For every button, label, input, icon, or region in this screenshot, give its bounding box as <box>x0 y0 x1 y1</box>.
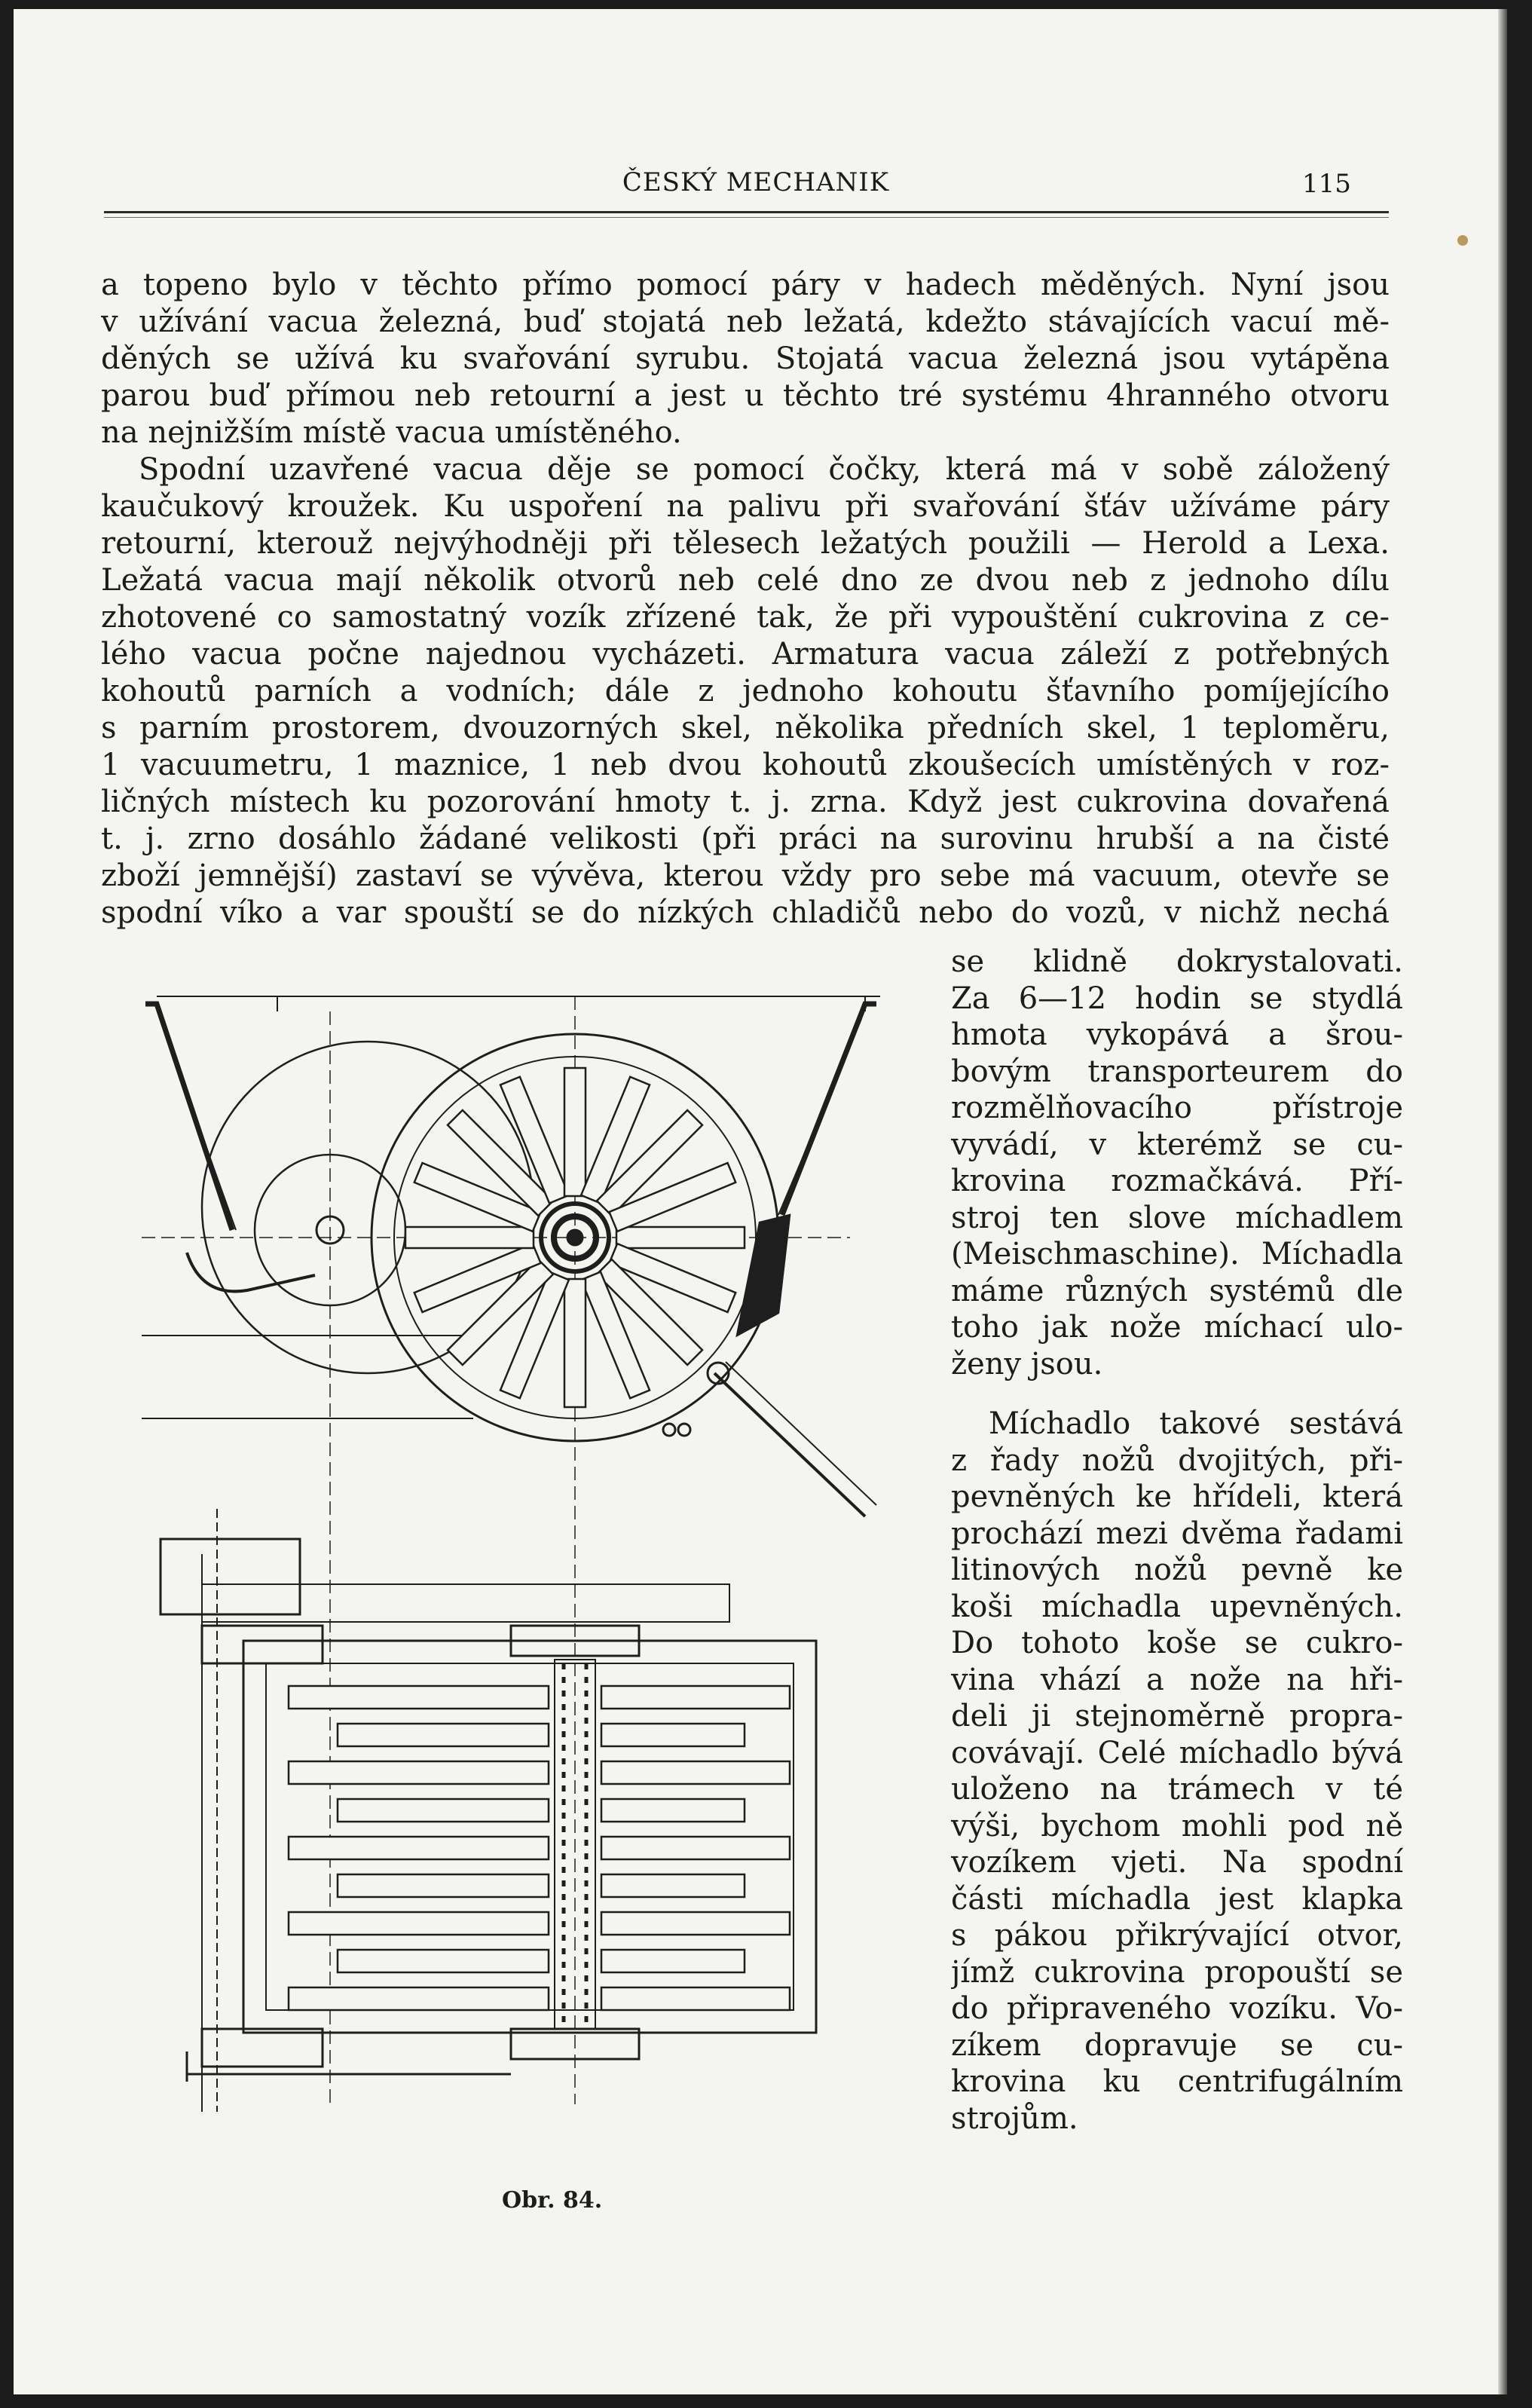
text-line: rozmělňovacího přístroje <box>951 1091 1403 1125</box>
text-line: t. j. zrno dosáhlo žádané velikosti (při práci na surovinu hrubší a na čisté <box>101 822 1390 856</box>
text-line: kohoutů parních a vodních; dále z jednoho kohoutu šťavního pomíjejícího <box>101 674 1390 708</box>
text-line: zhotovené co samostatný vozík zřízené tak, že při vypouštění cukrovina z ce- <box>101 600 1390 635</box>
text-line: vina vhází a nože na hři- <box>951 1662 1403 1697</box>
paragraph-2 <box>101 451 1390 932</box>
text-line: ličných místech ku pozorování hmoty t. j. zrna. Když jest cukrovina dovařená <box>101 785 1390 819</box>
text-line: (Meischmaschine). Míchadla <box>951 1237 1403 1271</box>
text-line: pevněných ke hřídeli, která <box>951 1479 1403 1514</box>
text-line: vyvádí, v kterémž se cu- <box>951 1127 1403 1162</box>
text-line: deli ji stejnoměrně propra- <box>951 1699 1403 1733</box>
text-line: ženy jsou. <box>951 1346 1103 1381</box>
text-line: 1 vacuumetru, 1 maznice, 1 neb dvou kohoutů zkoušecích umístěných v roz- <box>101 748 1390 782</box>
text-line: do připraveného vozíku. Vo- <box>951 1991 1403 2026</box>
text-line: Do tohoto koše se cukro- <box>951 1626 1403 1660</box>
text-line: Za 6—12 hodin se stydlá <box>951 981 1403 1016</box>
text-line: části míchadla jest klapka <box>951 1881 1403 1917</box>
text-line: krovina ku centrifugálním <box>951 2064 1403 2099</box>
text-line: s pákou přikrývající otvor, <box>951 1918 1403 1953</box>
figure-caption: Obr. 84. <box>502 2187 603 2214</box>
book-page <box>14 9 1498 2394</box>
header-rule-thin <box>104 217 1389 218</box>
text-line: Míchadlo takové sestává <box>989 1406 1403 1441</box>
text-line: lého vacua počne najednou vycházeti. Armatura vacua záleží z potřebných <box>101 637 1390 672</box>
text-line: jímž cukrovina propouští se <box>951 1954 1403 1990</box>
text-line: retourní, kterouž nejvýhodněji při tělesech ležatých použili — Herold a Lexa. <box>101 526 1390 561</box>
text-line: hmota vykopává a šrou- <box>951 1017 1403 1052</box>
page-edge-shadow <box>1498 9 1507 2394</box>
text-line: na nejnižším místě vacua umístěného. <box>101 415 682 450</box>
text-line: zíkem dopravuje se cu- <box>951 2027 1403 2063</box>
text-line: bovým transporteurem do <box>951 1054 1403 1089</box>
paragraph-1 <box>101 267 1390 451</box>
text-line: spodní víko a var spouští se do nízkých chladičů nebo do vozů, v nichž nechá <box>101 895 1390 930</box>
text-line: litinových nožů pevně ke <box>951 1553 1403 1587</box>
text-line: covávají. Celé míchadlo bývá <box>951 1735 1403 1770</box>
text-line: vozíkem vjeti. Na spodní <box>951 1845 1403 1880</box>
side-paragraph-2 <box>951 1406 1403 2137</box>
paper-spot <box>1457 235 1468 246</box>
text-line: toho jak nože míchací ulo- <box>951 1310 1403 1345</box>
running-header: ČESKÝ MECHANIK <box>622 167 890 197</box>
text-line: Ležatá vacua mají několik otvorů neb celé dno ze dvou neb z jednoho dílu <box>101 563 1390 598</box>
text-line: a topeno bylo v těchto přímo pomocí páry v hadech měděných. Nyní jsou <box>101 268 1390 302</box>
text-line: z řady nožů dvojitých, při- <box>951 1443 1403 1478</box>
text-line: strojům. <box>951 2100 1078 2136</box>
text-line: krovina rozmačkává. Pří- <box>951 1164 1403 1198</box>
text-line: v užívání vacua železná, buď stojatá neb ležatá, kdežto stávajících vacuí mě- <box>101 304 1390 339</box>
header-rule <box>104 211 1389 213</box>
text-line: prochází mezi dvěma řadami <box>951 1516 1403 1551</box>
text-line: Spodní uzavřené vacua děje se pomocí čočky, která má v sobě záložený <box>139 452 1390 487</box>
page-number: 115 <box>1302 169 1351 199</box>
text-line: kaučukový kroužek. Ku uspoření na palivu při svařování šťáv užíváme páry <box>101 489 1390 524</box>
text-line: zboží jemnější) zastaví se vývěva, kterou vždy pro sebe má vacuum, otevře se <box>101 858 1390 893</box>
text-line: stroj ten slove míchadlem <box>951 1200 1403 1235</box>
text-line: děných se užívá ku svařování syrubu. Stojatá vacua železná jsou vytápěna <box>101 341 1390 376</box>
text-line: koši míchadla upevněných. <box>951 1589 1403 1624</box>
mixer-technical-drawing <box>142 981 940 2157</box>
side-paragraph-1 <box>951 944 1403 1382</box>
text-line: výši, bychom mohli pod ně <box>951 1808 1403 1843</box>
text-line: uloženo na trámech v té <box>951 1772 1403 1807</box>
text-line: parou buď přímou neb retourní a jest u těchto tré systému 4hranného otvoru <box>101 378 1390 413</box>
text-line: se klidně dokrystalovati. <box>951 944 1403 979</box>
text-line: s parním prostorem, dvouzorných skel, několika předních skel, 1 teploměru, <box>101 711 1390 745</box>
text-line: máme různých systémů dle <box>951 1273 1403 1308</box>
